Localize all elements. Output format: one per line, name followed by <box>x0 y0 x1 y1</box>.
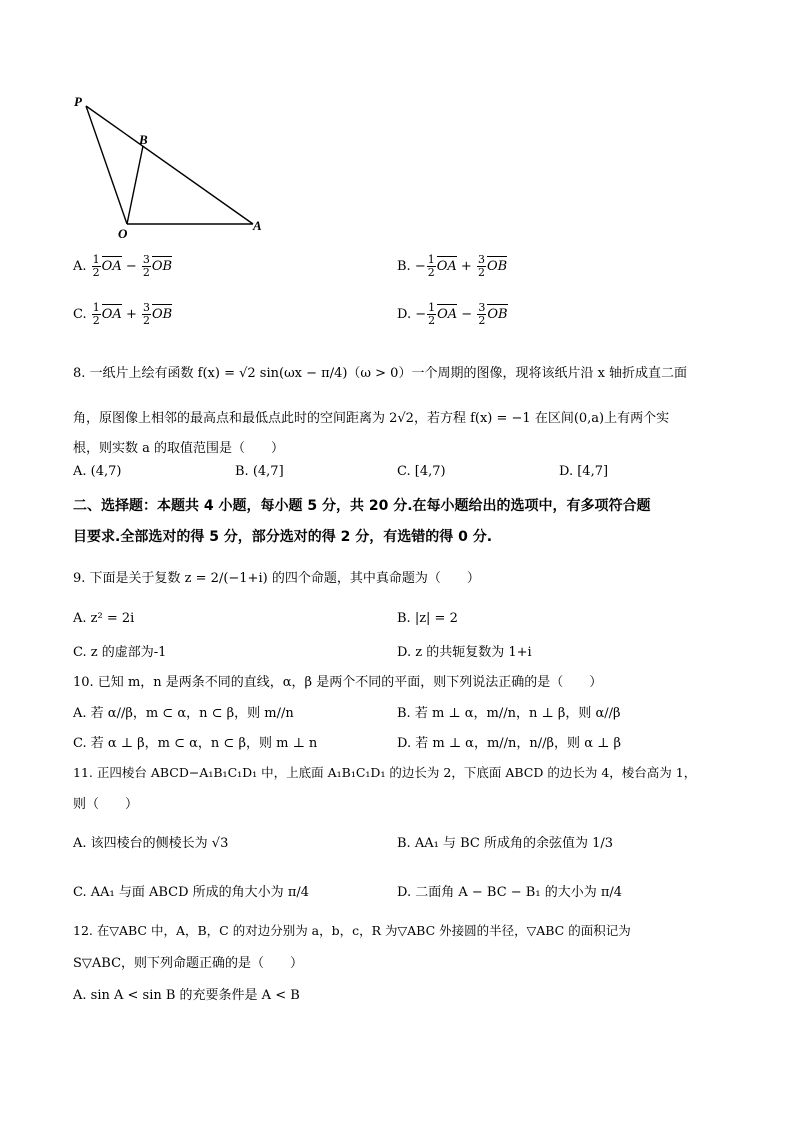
q11-option-d[interactable]: D. 二面角 A − BC − B₁ 的大小为 π/4 <box>397 885 623 900</box>
q7-option-d[interactable]: D. − $\frac{1}{2}$ OA − $\frac{3}{2}$ OB <box>397 301 508 327</box>
q8-option-c[interactable]: C. [4,7) <box>397 464 446 479</box>
q12-stem-line1: 12. 在▽ABC 中，A，B，C 的对边分别为 a，b，c，R 为▽ABC 外接圆的半径，▽ABC 的面积记为 <box>73 923 631 938</box>
q11-stem-line1: 11. 正四棱台 ABCD−A₁B₁C₁D₁ 中，上底面 A₁B₁C₁D₁ 的边长为 2，下底面 ABCD 的边长为 4，棱台高为 1， <box>73 765 697 780</box>
label-B: B <box>139 132 148 147</box>
q8-stem-line3: 根，则实数 a 的取值范围是（ ） <box>73 441 285 456</box>
q10-stem: 10. 已知 m，n 是两条不同的直线，α，β 是两个不同的平面，则下列说法正确的是（ ） <box>73 675 603 690</box>
label-O: O <box>118 226 128 241</box>
section2-heading-line2: 目要求.全部选对的得 5 分，部分选对的得 2 分，有选错的得 0 分. <box>73 529 493 545</box>
section2-heading-line1: 二、选择题：本题共 4 小题，每小题 5 分，共 20 分.在每小题给出的选项中，有多项符合题 <box>73 498 651 514</box>
q11-option-a[interactable]: A. 该四棱台的侧棱长为 √3 <box>73 836 229 851</box>
q10-option-b[interactable]: B. 若 m ⊥ α，m//n，n ⊥ β，则 α//β <box>397 706 621 721</box>
q9-option-b[interactable]: B. |z| = 2 <box>397 611 458 626</box>
q9-option-c[interactable]: C. z 的虚部为-1 <box>73 645 167 660</box>
q9-option-d[interactable]: D. z 的共轭复数为 1+i <box>397 645 532 660</box>
q7-option-c[interactable]: C. $\frac{1}{2}$ OA + $\frac{3}{2}$ OB <box>73 301 173 327</box>
q7-option-a[interactable]: A. $\frac{1}{2}$ OA − $\frac{3}{2}$ OB <box>73 253 173 279</box>
q8-option-d[interactable]: D. [4,7] <box>559 464 609 479</box>
label-P: P <box>74 94 82 109</box>
q8-option-a[interactable]: A. (4,7) <box>73 464 122 479</box>
q11-option-c[interactable]: C. AA₁ 与面 ABCD 所成的角大小为 π/4 <box>73 885 310 900</box>
q11-option-b[interactable]: B. AA₁ 与 BC 所成角的余弦值为 1/3 <box>397 836 613 851</box>
q8-stem-line2: 角，原图像上相邻的最高点和最低点此时的空间距离为 2√2，若方程 f(x) = −1 在区间(0,a)上有两个实 <box>73 411 670 426</box>
q7-option-b[interactable]: B. − $\frac{1}{2}$ OA + $\frac{3}{2}$ OB <box>397 253 508 279</box>
q12-option-a[interactable]: A. sin A < sin B 的充要条件是 A < B <box>73 988 300 1003</box>
q12-stem-line2: S▽ABC，则下列命题正确的是（ ） <box>73 956 304 971</box>
q9-stem: 9. 下面是关于复数 z = 2/(−1+i) 的四个命题，其中真命题为（ ） <box>73 571 480 586</box>
q8-option-b[interactable]: B. (4,7] <box>235 464 284 479</box>
triangle-figure <box>70 92 270 242</box>
q10-option-d[interactable]: D. 若 m ⊥ α，m//n，n//β，则 α ⊥ β <box>397 736 621 751</box>
q10-option-c[interactable]: C. 若 α ⊥ β，m ⊂ α，n ⊂ β，则 m ⊥ n <box>73 736 318 751</box>
q10-option-a[interactable]: A. 若 α//β，m ⊂ α，n ⊂ β，则 m//n <box>73 706 294 721</box>
edge-PO <box>86 106 127 224</box>
q11-stem-line2: 则（ ） <box>73 797 139 812</box>
edge-PA <box>86 106 253 224</box>
q8-stem-line1: 8. 一纸片上绘有函数 f(x) = √2 sin(ωx − π/4)（ω > 0）一个周期的图像，现将该纸片沿 x 轴折成直二面 <box>73 366 688 381</box>
q9-option-a[interactable]: A. z² = 2i <box>73 611 135 626</box>
edge-OB <box>127 146 143 224</box>
label-A: A <box>253 218 262 233</box>
